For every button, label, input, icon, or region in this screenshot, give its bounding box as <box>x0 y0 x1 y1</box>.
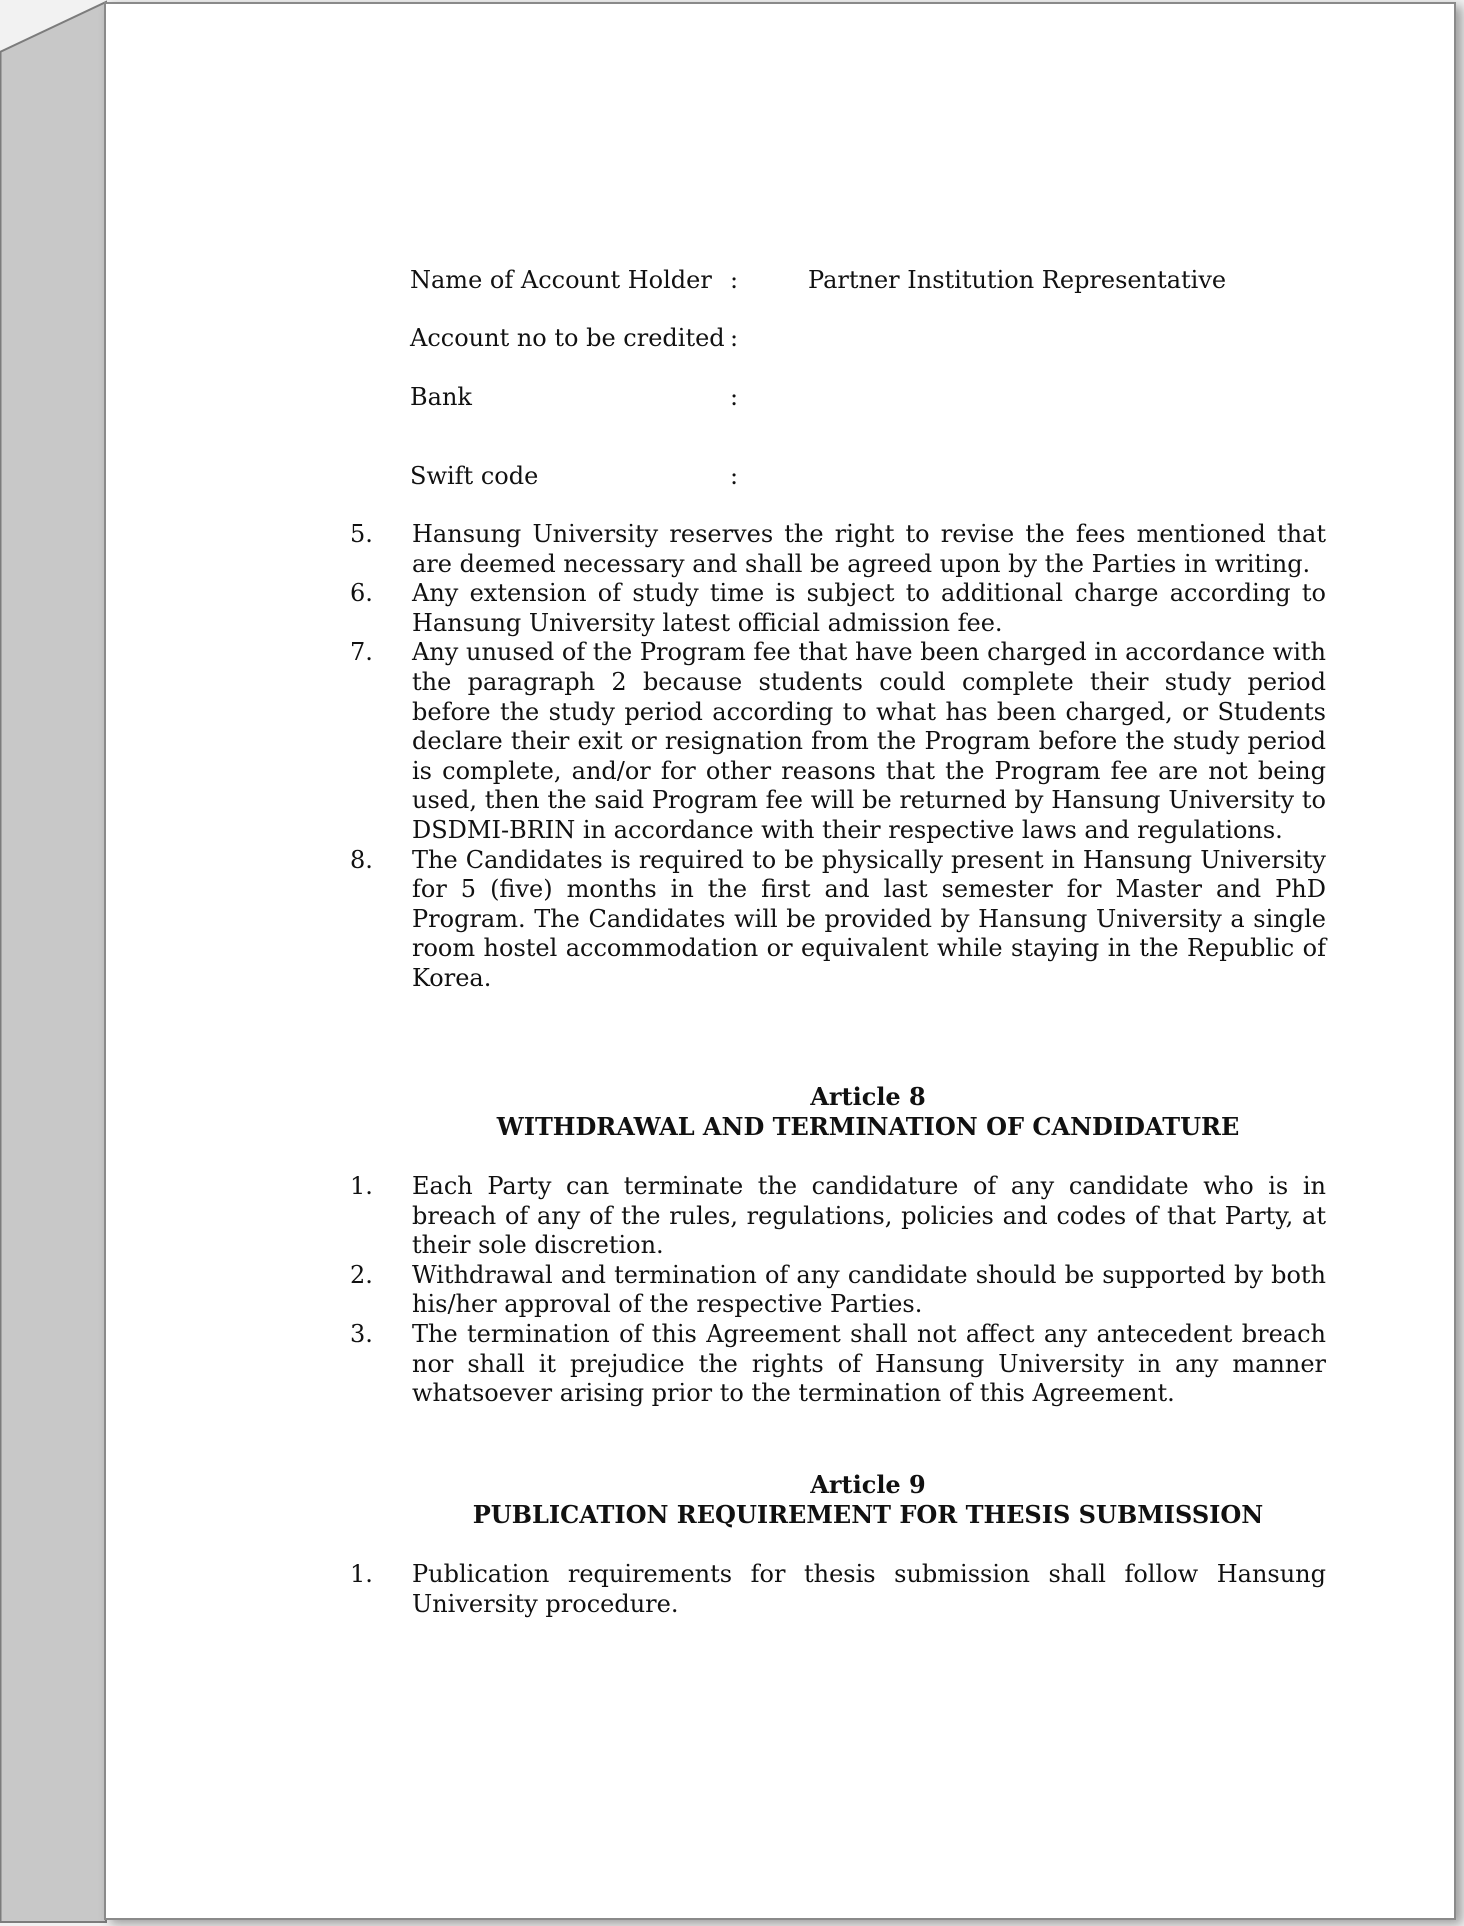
list-item-text: Any unused of the Program fee that have been charged in accordance with the paragraph 2 because students could complete their study period before the study period according to what has been charged, or Students declare their exit or resignation from the Program before the study period is complete, and/or for other reasons that the Program fee are not being used, then the said Program fee will be returned by Hansung University to DSDMI-BRIN in accordance with their respective laws and regulations. <box>412 638 1326 844</box>
fee-clauses-list <box>350 520 1326 994</box>
account-number-label: Account no to be credited <box>410 324 725 352</box>
list-item <box>350 1261 1326 1320</box>
swift-code-colon: : <box>730 462 739 490</box>
list-item-number: 8. <box>350 845 373 874</box>
article-8-heading <box>410 1082 1326 1141</box>
list-item-number: 7. <box>350 638 373 667</box>
article-9-number: Article 9 <box>810 1470 926 1499</box>
document-page <box>104 2 1456 1920</box>
swift-code-row <box>410 462 1330 492</box>
article-8-number: Article 8 <box>810 1082 926 1111</box>
swift-code-label: Swift code <box>410 462 539 490</box>
article-9-title: PUBLICATION REQUIREMENT FOR THESIS SUBMISSION <box>472 1499 1264 1529</box>
list-item-number: 5. <box>350 520 373 548</box>
article-9-heading <box>410 1470 1326 1529</box>
list-item <box>350 1172 1326 1261</box>
list-item-text: Withdrawal and termination of any candidate should be supported by both his/her approval of the respective Parties. <box>412 1260 1326 1319</box>
account-holder-label: Name of Account Holder <box>410 266 712 294</box>
account-number-row <box>410 324 1330 354</box>
list-item-text: The Candidates is required to be physically present in Hansung University for 5 (five) months in the first and last semester for Master and PhD Program. The Candidates will be provided by Hansung University a single room hostel accommodation or equivalent while staying in the Republic of Korea. <box>412 845 1326 992</box>
list-item <box>350 520 1326 579</box>
list-item <box>350 1560 1326 1619</box>
bank-label: Bank <box>410 383 472 411</box>
list-item-number: 1. <box>350 1560 373 1588</box>
list-item-text: Each Party can terminate the candidature of any candidate who is in breach of any of the rules, regulations, policies and codes of that Party, at their sole discretion. <box>412 1172 1326 1260</box>
bank-colon: : <box>730 383 739 411</box>
page-content <box>106 4 1458 1922</box>
list-item <box>350 846 1326 994</box>
list-item-text: Hansung University reserves the right to revise the fees mentioned that are deemed necessary and shall be agreed upon by the Parties in writing. <box>412 520 1326 578</box>
list-item-number: 2. <box>350 1260 373 1289</box>
article-8-title: WITHDRAWAL AND TERMINATION OF CANDIDATURE <box>496 1111 1240 1141</box>
list-item <box>350 638 1326 845</box>
account-holder-value: Partner Institution Representative <box>808 266 1227 294</box>
list-item <box>350 579 1326 638</box>
list-item-number: 3. <box>350 1319 373 1348</box>
list-item-text: The termination of this Agreement shall not affect any antecedent breach nor shall it prejudice the rights of Hansung University in any manner whatsoever arising prior to the termination of this Agreement. <box>412 1319 1326 1408</box>
account-holder-row <box>410 266 1330 296</box>
list-item <box>350 1320 1326 1409</box>
list-item-text: Publication requirements for thesis submission shall follow Hansung University procedure. <box>412 1560 1326 1618</box>
list-item-number: 6. <box>350 579 373 608</box>
publication-clauses-list <box>350 1560 1326 1619</box>
list-item-text: Any extension of study time is subject to additional charge according to Hansung University latest official admission fee. <box>412 579 1326 637</box>
bank-row <box>410 383 1330 413</box>
account-number-colon: : <box>730 324 739 352</box>
account-holder-colon: : <box>730 266 739 294</box>
termination-clauses-list <box>350 1172 1326 1409</box>
list-item-number: 1. <box>350 1172 373 1200</box>
